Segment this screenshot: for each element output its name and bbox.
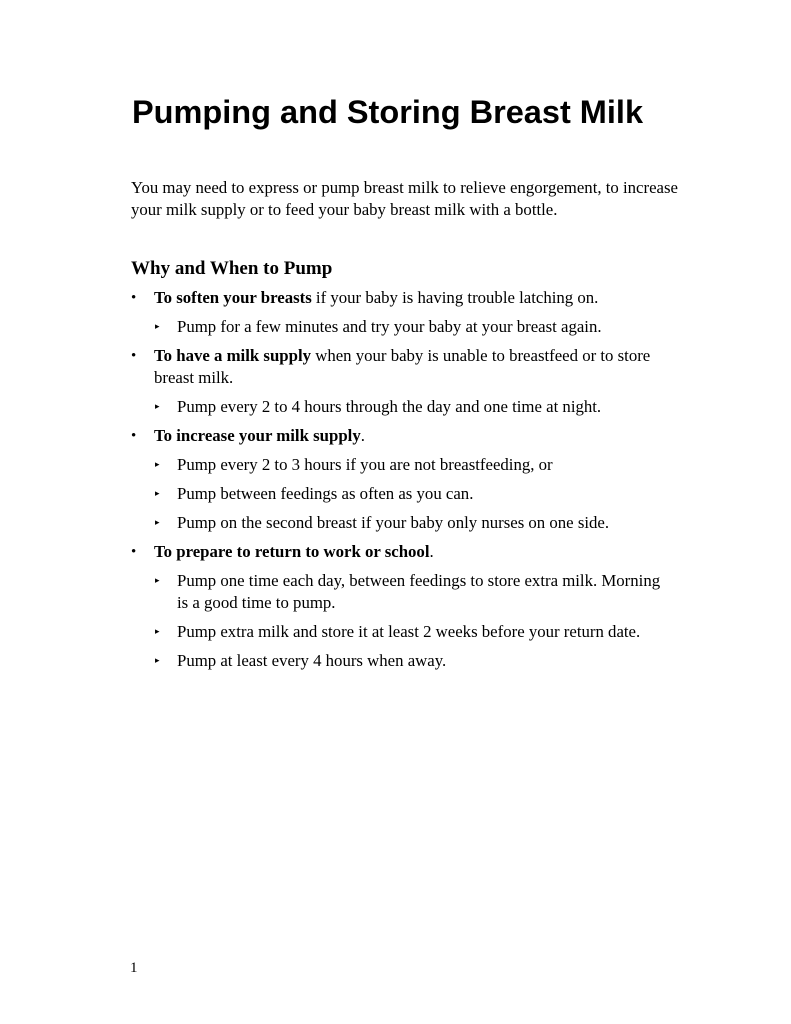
bullet-dot-icon: • bbox=[131, 544, 137, 560]
sub-item bbox=[154, 570, 671, 614]
sub-item bbox=[154, 316, 671, 338]
bullet-dot-icon: • bbox=[131, 428, 137, 444]
bullet-bold-text: To prepare to return to work or school bbox=[154, 542, 430, 561]
intro-paragraph: You may need to express or pump breast milk to relieve engorgement, to increase your milk supply or to feed your baby breast milk with a bottle. bbox=[131, 178, 678, 219]
page-number: 1 bbox=[130, 960, 138, 976]
arrow-right-icon: ▸ bbox=[155, 402, 160, 412]
sub-item-text: Pump between feedings as often as you can. bbox=[177, 484, 474, 503]
sub-item bbox=[154, 650, 671, 672]
bullet-bold-text: To have a milk supply bbox=[154, 346, 311, 365]
bullet-item bbox=[131, 287, 671, 338]
sub-item bbox=[154, 396, 671, 418]
arrow-right-icon: ▸ bbox=[155, 627, 160, 637]
bullet-dot-icon: • bbox=[131, 348, 137, 364]
sub-item bbox=[154, 621, 671, 643]
sub-list bbox=[154, 396, 671, 418]
sub-item-text: Pump on the second breast if your baby only nurses on one side. bbox=[177, 513, 610, 532]
sub-item-text: Pump extra milk and store it at least 2 weeks before your return date. bbox=[177, 622, 641, 641]
sub-item-text: Pump for a few minutes and try your baby at your breast again. bbox=[177, 317, 602, 336]
sub-list bbox=[154, 454, 671, 534]
arrow-right-icon: ▸ bbox=[155, 489, 160, 499]
bullet-text: if your baby is having trouble latching on. bbox=[311, 288, 599, 307]
sub-item bbox=[154, 483, 671, 505]
bullet-item bbox=[131, 425, 671, 534]
sub-item-text: Pump one time each day, between feedings to store extra milk. Morning is a good time to pump. bbox=[177, 571, 661, 612]
sub-item-text: Pump every 2 to 4 hours through the day and one time at night. bbox=[177, 397, 602, 416]
bullet-bold-text: To increase your milk supply bbox=[154, 426, 361, 445]
section-heading: Why and When to Pump bbox=[131, 258, 333, 279]
bullet-bold-text: To soften your breasts bbox=[154, 288, 312, 307]
sub-item bbox=[154, 512, 671, 534]
arrow-right-icon: ▸ bbox=[155, 460, 160, 470]
bullet-item bbox=[131, 541, 671, 672]
arrow-right-icon: ▸ bbox=[155, 656, 160, 666]
bullet-text: . bbox=[429, 542, 434, 561]
arrow-right-icon: ▸ bbox=[155, 518, 160, 528]
sub-item bbox=[154, 454, 671, 476]
bullet-text: . bbox=[360, 426, 365, 445]
bullet-list bbox=[131, 287, 671, 679]
bullet-item bbox=[131, 345, 671, 418]
arrow-right-icon: ▸ bbox=[155, 322, 160, 332]
sub-item-text: Pump at least every 4 hours when away. bbox=[177, 651, 447, 670]
sub-list bbox=[154, 316, 671, 338]
bullet-dot-icon: • bbox=[131, 290, 137, 306]
arrow-right-icon: ▸ bbox=[155, 576, 160, 586]
sub-list bbox=[154, 570, 671, 672]
sub-item-text: Pump every 2 to 3 hours if you are not breastfeeding, or bbox=[177, 455, 553, 474]
bullet-text: when your baby is unable to breastfeed or to store breast milk. bbox=[154, 346, 651, 387]
document-title: Pumping and Storing Breast Milk bbox=[132, 94, 644, 130]
